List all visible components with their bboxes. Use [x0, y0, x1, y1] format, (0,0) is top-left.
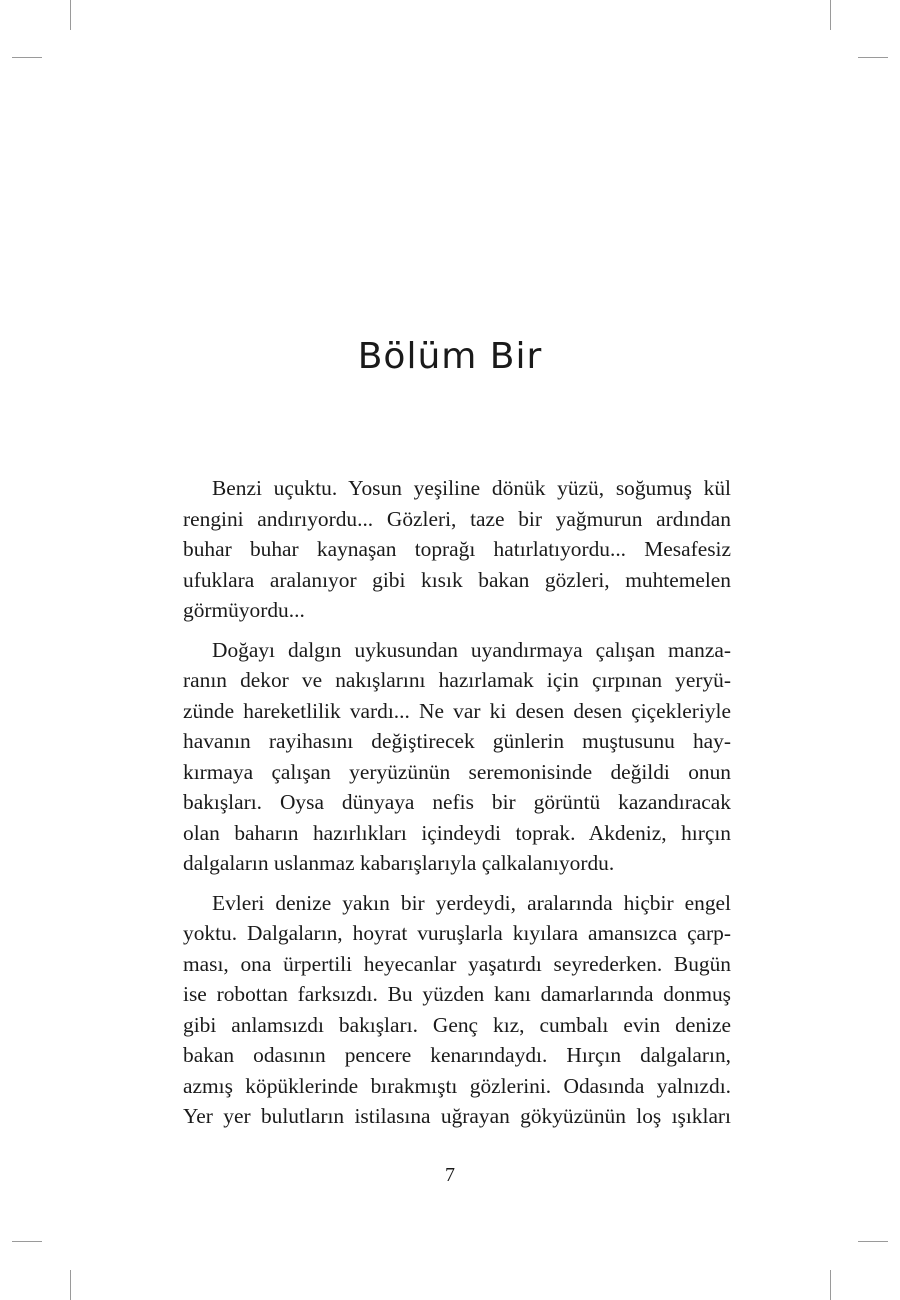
text-line: görmüyordu... [183, 598, 305, 622]
text-line: kırmaya çalışan yeryüzünün seremonisinde değildi onun [183, 759, 731, 784]
crop-mark-bottom-left [70, 1270, 71, 1300]
page-number: 7 [445, 1164, 455, 1186]
text-line: Yer yer bulutların istilasına uğrayan gökyüzünün loş ışıkları [183, 1104, 731, 1128]
text-line: ufuklara aralanıyor gibi kısık bakan gözleri, muhtemelen [183, 567, 731, 592]
text-line: yoktu. Dalgaların, hoyrat vuruşlarla kıyılara amansızca çarp- [183, 921, 731, 945]
crop-mark-bottom-right [830, 1270, 831, 1300]
paragraph-1 [183, 473, 731, 626]
text-line: zünde hareketlilik vardı... Ne var ki desen desen çiçekleriyle [183, 698, 731, 723]
text-line: Evleri denize yakın bir yerdeydi, aralarında hiçbir engel [212, 890, 731, 915]
text-line: dalgaların uslanmaz kabarışlarıyla çalkalanıyordu. [183, 851, 615, 875]
crop-mark-top-right [830, 0, 831, 30]
crop-mark-left-bottom [12, 1241, 42, 1242]
text-line: bakan odasının pencere kenarındaydı. Hırçın dalgaların, [183, 1043, 731, 1067]
text-line: havanın rayihasını değiştirecek günlerin muştusunu hay- [183, 729, 731, 753]
crop-mark-top-left [70, 0, 71, 30]
chapter-body [183, 473, 731, 1141]
crop-mark-right-top [858, 57, 888, 58]
text-line: bakışları. Oysa dünyaya nefis bir görüntü kazandıracak [183, 790, 731, 814]
text-line: ise robottan farksızdı. Bu yüzden kanı damarlarında donmuş [183, 982, 731, 1006]
text-line: Doğayı dalgın uykusundan uyandırmaya çalışan manza- [212, 637, 731, 662]
text-line: Benzi uçuktu. Yosun yeşiline dönük yüzü, soğumuş kül [212, 476, 731, 500]
text-line: olan baharın hazırlıkları içindeydi toprak. Akdeniz, hırçın [183, 820, 731, 845]
text-line: buhar buhar kaynaşan toprağı hatırlatıyordu... Mesafesiz [183, 537, 731, 561]
crop-mark-right-bottom [858, 1241, 888, 1242]
text-line: ranın dekor ve nakışlarını hazırlamak için çırpınan yeryü- [183, 668, 731, 692]
crop-mark-left-top [12, 57, 42, 58]
paragraph-3 [183, 888, 731, 1132]
text-line: ması, ona ürpertili heyecanlar yaşatırdı seyrederken. Bugün [183, 951, 731, 976]
paragraph-2 [183, 635, 731, 879]
text-line: rengini andırıyordu... Gözleri, taze bir yağmurun ardından [183, 506, 731, 531]
text-line: azmış köpüklerinde bırakmıştı gözlerini. Odasında yalnızdı. [183, 1073, 731, 1098]
chapter-title: Bölüm Bir [357, 336, 543, 377]
text-line: gibi anlamsızdı bakışları. Genç kız, cumbalı evin denize [183, 1012, 731, 1037]
